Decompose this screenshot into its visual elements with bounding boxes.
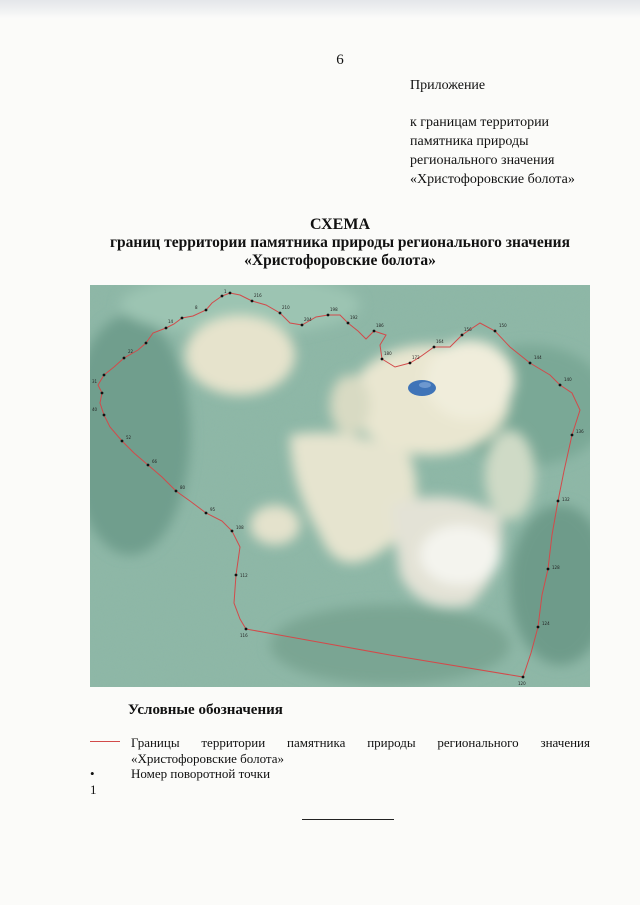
svg-text:1: 1 (224, 289, 227, 294)
legend-heading: Условные обозначения (128, 702, 283, 718)
svg-text:198: 198 (330, 307, 338, 312)
page-number: 6 (336, 52, 344, 68)
svg-text:95: 95 (210, 507, 216, 512)
title-scheme: СХЕМА (309, 216, 371, 233)
svg-text:14: 14 (168, 319, 174, 324)
svg-text:116: 116 (240, 633, 248, 638)
legend-boundary-text-2: «Христофоровские болота» (131, 751, 285, 766)
appendix-line-1: к границам территории (410, 115, 550, 130)
svg-text:150: 150 (499, 323, 507, 328)
svg-text:144: 144 (534, 355, 542, 360)
title-line-3: «Христофоровские болота» (244, 252, 436, 269)
scan-edge-shadow (0, 0, 640, 18)
svg-text:210: 210 (282, 305, 290, 310)
svg-text:66: 66 (152, 459, 158, 464)
svg-text:22: 22 (128, 349, 134, 354)
svg-text:180: 180 (384, 351, 392, 356)
lake (408, 380, 436, 396)
appendix-line-2: памятника природы (410, 134, 529, 149)
svg-text:128: 128 (552, 565, 560, 570)
appendix-line-4: «Христофоровские болота» (410, 172, 575, 187)
point-marker-icon: • 1 (90, 766, 97, 797)
legend-boundary-text: Границы территории памятника природы регионального значения (131, 735, 590, 750)
end-divider (302, 819, 394, 820)
appendix-note (410, 76, 630, 189)
satellite-map (90, 285, 590, 687)
svg-text:132: 132 (562, 497, 570, 502)
svg-text:40: 40 (92, 407, 98, 412)
appendix-line-3: регионального значения (410, 153, 555, 168)
svg-text:80: 80 (180, 485, 186, 490)
document-title (80, 216, 600, 270)
svg-text:136: 136 (576, 429, 584, 434)
appendix-heading: Приложение (410, 78, 486, 93)
svg-text:164: 164 (436, 339, 444, 344)
svg-text:120: 120 (518, 681, 526, 686)
svg-text:156: 156 (464, 327, 472, 332)
title-line-2: границ территории памятника природы регионального значения (110, 234, 570, 251)
svg-text:124: 124 (542, 621, 550, 626)
svg-text:192: 192 (350, 315, 358, 320)
svg-text:8: 8 (195, 305, 198, 310)
svg-text:186: 186 (376, 323, 384, 328)
legend-point-text: Номер поворотной точки (131, 766, 271, 781)
svg-text:204: 204 (304, 317, 312, 322)
svg-text:112: 112 (240, 573, 248, 578)
svg-text:172: 172 (412, 355, 420, 360)
svg-text:140: 140 (564, 377, 572, 382)
svg-text:216: 216 (254, 293, 262, 298)
boundary-line-sample (90, 741, 120, 742)
svg-text:31: 31 (92, 379, 98, 384)
svg-text:52: 52 (126, 435, 132, 440)
svg-text:108: 108 (236, 525, 244, 530)
